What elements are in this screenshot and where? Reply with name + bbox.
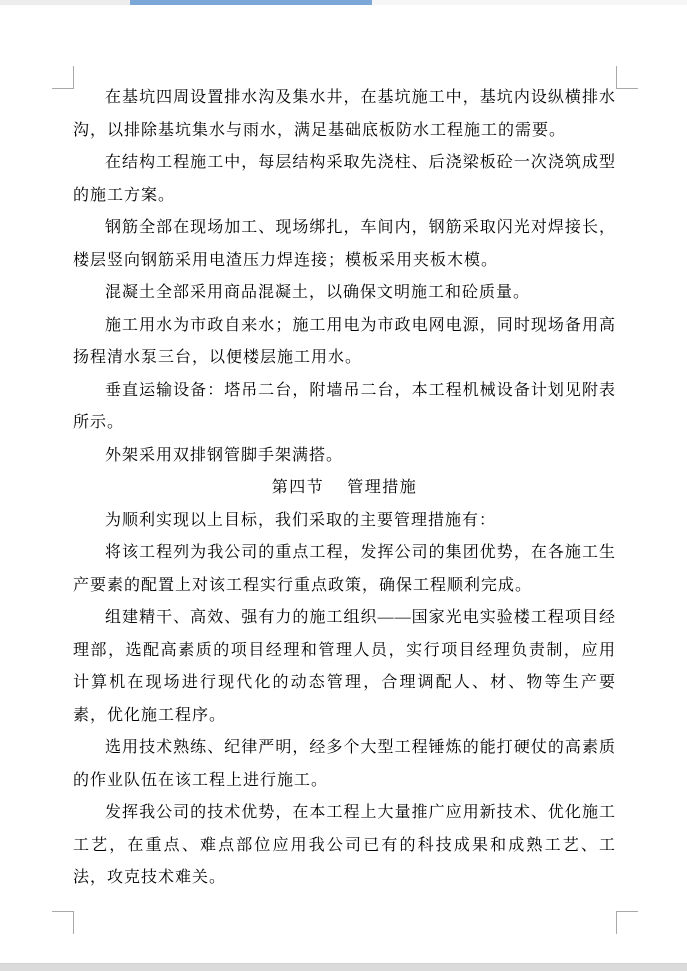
crop-mark-bottom-left [52,911,74,934]
window-bottom-strip [0,963,687,971]
crop-mark-bottom-right [616,911,638,934]
section-heading: 第四节 管理措施 [271,479,418,496]
crop-mark-top-right [616,66,638,89]
window-top-strip [0,0,687,5]
paragraph: 发挥我公司的技术优势，在本工程上大量推广应用新技术、优化施工工艺，在重点、难点部位应用我公司已有的科技成果和成熟工艺、工法，攻克技术难关。 [73,804,616,886]
paragraph: 组建精干、高效、强有力的施工组织——国家光电实验楼工程项目经理部，选配高素质的项目经理和管理人员，实行项目经理负责制，应用计算机在现场进行现代化的动态管理，合理调配人、材、物等生产要素，优化施工程序。 [73,609,616,724]
paragraph: 外架采用双排钢管脚手架满搭。 [105,446,344,464]
paragraph: 在结构工程施工中，每层结构采取先浇柱、后浇梁板砼一次浇筑成型的施工方案。 [73,154,616,204]
top-strip-left-segment [0,0,130,5]
crop-mark-top-left [52,66,74,89]
document-page-text [73,82,616,895]
paragraph: 为顺利实现以上目标，我们采取的主要管理措施有： [105,511,497,529]
paragraph: 选用技术熟练、纪律严明，经多个大型工程锤炼的能打硬仗的高素质的作业队伍在该工程上进行施工。 [73,739,616,789]
top-strip-accent-segment [130,0,372,5]
paragraph: 将该工程列为我公司的重点工程，发挥公司的集团优势，在各施工生产要素的配置上对该工程实行重点政策，确保工程顺利完成。 [73,544,616,594]
paragraph: 混凝土全部采用商品混凝土，以确保文明施工和砼质量。 [105,284,531,301]
paragraph: 钢筋全部在现场加工、现场绑扎，车间内，钢筋采取闪光对焊接长，楼层竖向钢筋采用电渣压力焊连接；模板采用夹板木模。 [73,219,616,269]
paragraph: 施工用水为市政自来水；施工用电为市政电网电源，同时现场备用高扬程清水泵三台，以便楼层施工用水。 [73,316,616,366]
top-strip-right-segment [372,0,687,5]
paragraph: 垂直运输设备：塔吊二台，附墙吊二台，本工程机械设备计划见附表所示。 [73,381,616,431]
paragraph: 在基坑四周设置排水沟及集水井，在基坑施工中，基坑内设纵横排水沟，以排除基坑集水与雨水，满足基础底板防水工程施工的需要。 [73,89,616,139]
